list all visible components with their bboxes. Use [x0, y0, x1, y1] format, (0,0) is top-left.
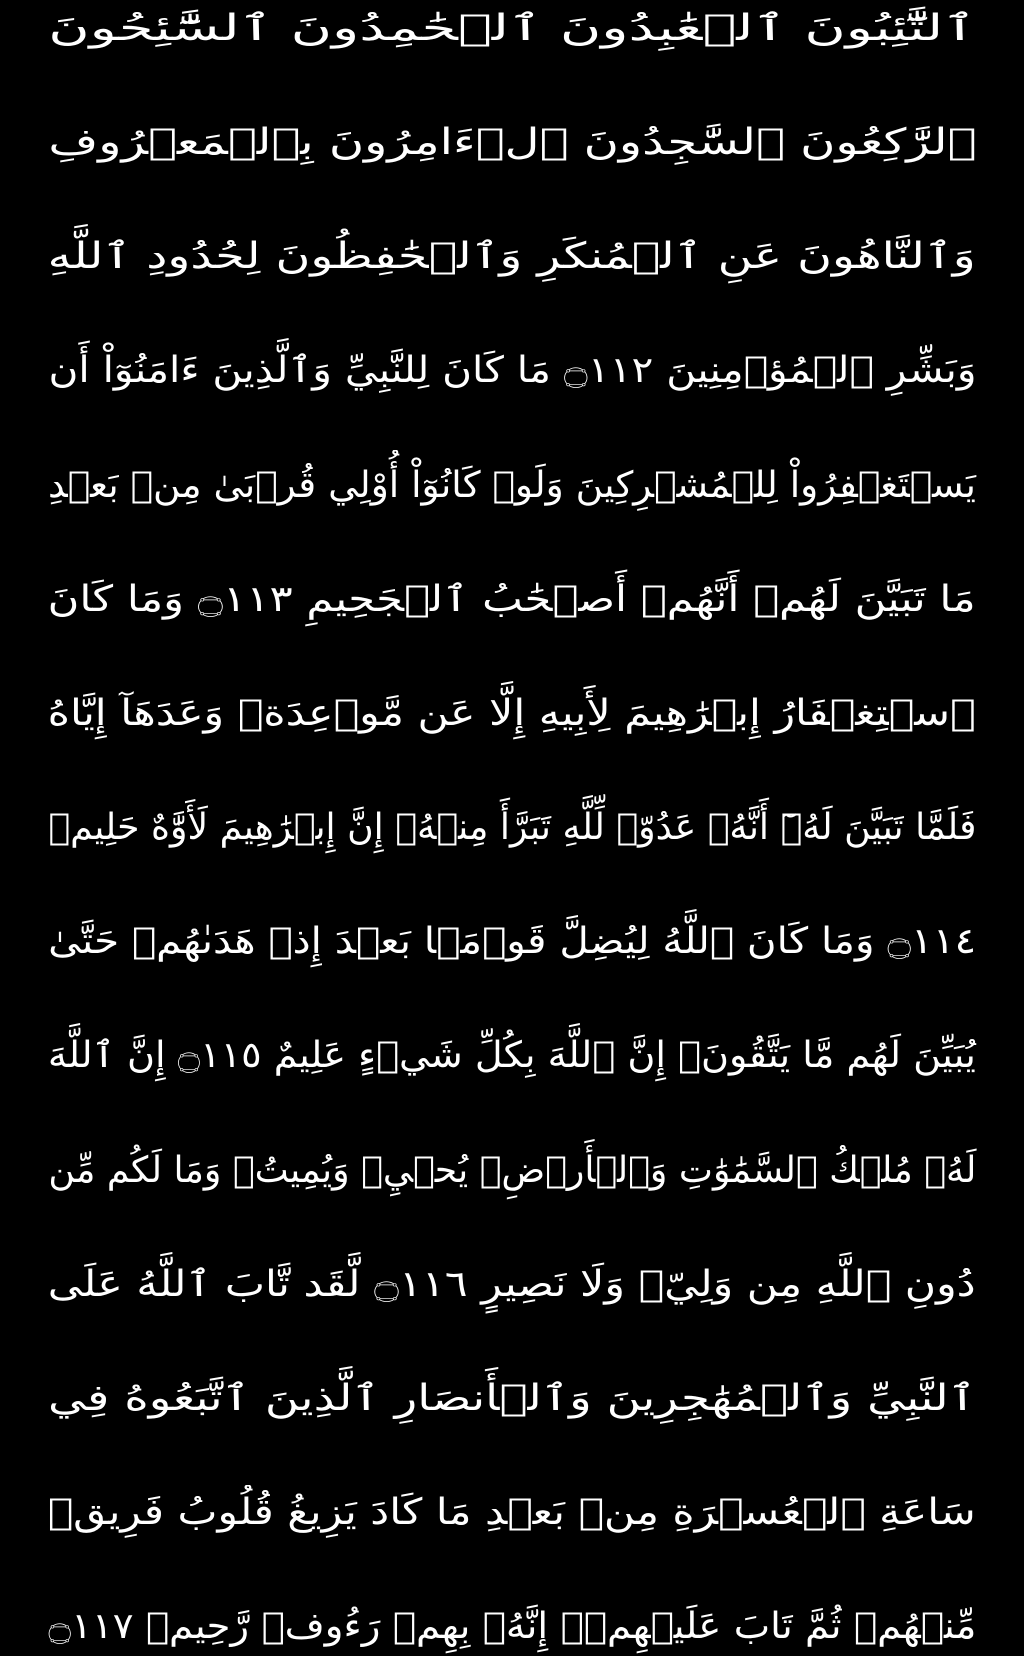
- ayah-line-text: ٱسۡتِغۡفَارُ إِبۡرَٰهِيمَ لِأَبِيهِ إِلَّا عَن مَّوۡعِدَةٖ وَعَدَهَآ إِيَّاهُ: [47, 692, 977, 734]
- ayah-line: [47, 1149, 977, 1191]
- ayah-line: [48, 1608, 976, 1646]
- ayah-line-text: وَٱلنَّاهُونَ عَنِ ٱلۡمُنكَرِ وَٱلۡحَٰفِظُونَ لِحُدُودِ ٱللَّهِ: [47, 236, 976, 278]
- ayah-line: [48, 809, 976, 847]
- ayah-line-text: فَلَمَّا تَبَيَّنَ لَهُۥٓ أَنَّهُۥ عَدُوّٞ لِّلَّهِ تَبَرَّأَ مِنۡهُۚ إِنَّ إِبۡرَٰهِيمَ لَأَوَّٰهٌ حَلِيمٞ: [48, 807, 976, 849]
- ayah-line: [47, 692, 977, 734]
- ayah-line-text: سَاعَةِ ٱلۡعُسۡرَةِ مِنۢ بَعۡدِ مَا كَادَ يَزِيغُ قُلُوبُ فَرِيقٖ: [48, 1492, 976, 1534]
- ayah-line: [47, 1377, 976, 1419]
- ayah-line: [48, 1494, 976, 1532]
- ayah-line: [48, 238, 976, 276]
- ayah-line: [48, 1263, 976, 1305]
- ayah-line: [48, 1037, 976, 1075]
- ayah-line-text: ۝١١٤ وَمَا كَانَ ٱللَّهُ لِيُضِلَّ قَوۡمَۢا بَعۡدَ إِذۡ هَدَىٰهُمۡ حَتَّىٰ: [47, 921, 976, 963]
- ayah-line: [48, 352, 976, 390]
- ayah-line: [48, 10, 976, 48]
- ayah-line-text: مِّنۡهُمۡ ثُمَّ تَابَ عَلَيۡهِمۡۚ إِنَّهُۥ بِهِمۡ رَءُوفٞ رَّحِيمٞ ۝١١٧: [48, 1606, 976, 1648]
- ayah-line-text: ٱلرَّٰكِعُونَ ٱلسَّٰجِدُونَ ٱلۡءَامِرُونَ بِٱلۡمَعۡرُوفِ: [47, 122, 976, 164]
- ayah-line: [48, 124, 976, 162]
- ayah-line: [47, 464, 976, 506]
- ayah-line-text: دُونِ ٱللَّهِ مِن وَلِيّٖ وَلَا نَصِيرٍ ۝١١٦ لَّقَد تَّابَ ٱللَّهُ عَلَى: [48, 1263, 976, 1305]
- ayah-line-text: لَهُۥ مُلۡكُ ٱلسَّمَٰوَٰتِ وَٱلۡأَرۡضِۖ يُحۡيِۦ وَيُمِيتُۚ وَمَا لَكُم مِّن: [47, 1149, 977, 1191]
- ayah-line-text: مَا تَبَيَّنَ لَهُمۡ أَنَّهُمۡ أَصۡحَٰبُ ٱلۡجَحِيمِ ۝١١٣ وَمَا كَانَ: [47, 578, 977, 620]
- ayah-line-text: يَسۡتَغۡفِرُواْ لِلۡمُشۡرِكِينَ وَلَوۡ كَانُوٓاْ أُوْلِي قُرۡبَىٰ مِنۢ بَعۡدِ: [47, 464, 976, 506]
- ayah-line-text: ٱلتَّٰٓئِبُونَ ٱلۡعَٰبِدُونَ ٱلۡحَٰمِدُونَ ٱلسَّٰٓئِحُونَ: [48, 8, 976, 49]
- ayah-line-text: ٱلنَّبِيِّ وَٱلۡمُهَٰجِرِينَ وَٱلۡأَنصَارِ ٱلَّذِينَ ٱتَّبَعُوهُ فِي: [47, 1377, 976, 1419]
- ayah-line: [48, 923, 976, 961]
- ayah-line: [47, 578, 977, 620]
- ayah-line-text: يُبَيِّنَ لَهُم مَّا يَتَّقُونَۚ إِنَّ ٱللَّهَ بِكُلِّ شَيۡءٍ عَلِيمٌ ۝١١٥ إِنَّ ٱللَّهَ: [48, 1035, 976, 1077]
- ayah-line-text: وَبَشِّرِ ٱلۡمُؤۡمِنِينَ ۝١١٢ مَا كَانَ لِلنَّبِيِّ وَٱلَّذِينَ ءَامَنُوٓاْ أَن: [47, 350, 976, 392]
